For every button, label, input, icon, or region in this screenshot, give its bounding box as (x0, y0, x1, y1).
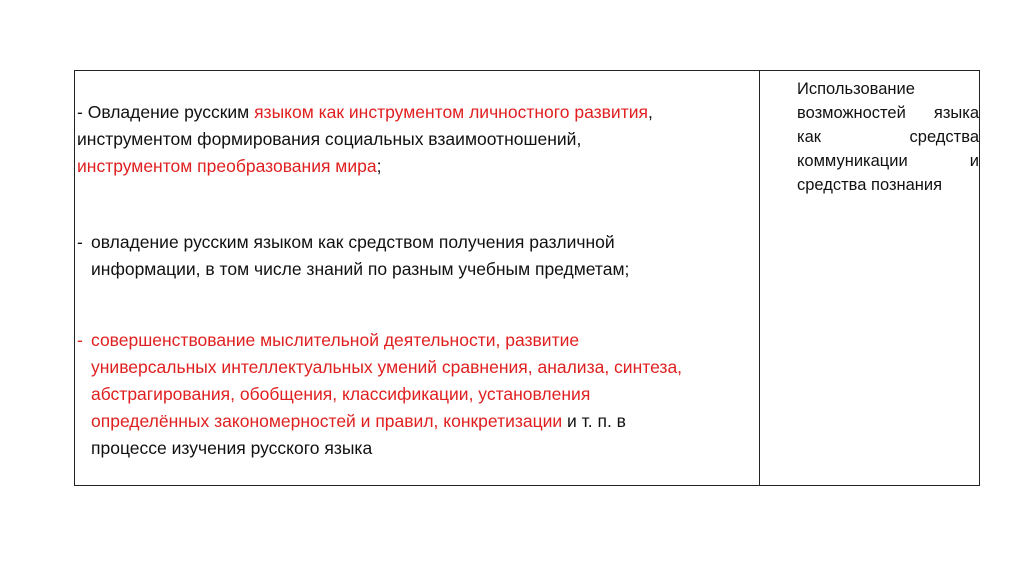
right-column-text: Использование возможностей языка как средства коммуникации и средства познания (797, 80, 979, 194)
item1-line2: инструментом формирования социальных взаимоотношений, (77, 129, 582, 149)
item3-line4-tail: и т. п. в (562, 411, 626, 431)
column-divider (759, 71, 760, 485)
item2-line2: информации, в том числе знаний по разным учебным предметам; (91, 259, 630, 279)
item1-text-a: Овладение русским (87, 102, 255, 122)
item3-line3: абстрагирования, обобщения, классификации, установления (91, 384, 591, 404)
item3-dash: - (77, 330, 83, 350)
item2-line1: овладение русским языком как средством получения различной (91, 232, 615, 252)
item1-text-semicolon: ; (376, 156, 382, 176)
item1-text-highlight-a: языком как инструментом личностного развития (254, 102, 648, 122)
content-table (74, 70, 980, 486)
item3-line5: процессе изучения русского языка (91, 438, 373, 458)
item3-line2: универсальных интеллектуальных умений сравнения, анализа, синтеза, (91, 357, 683, 377)
item3-line1: совершенствование мыслительной деятельности, развитие (91, 330, 580, 350)
right-column (797, 77, 979, 197)
left-column (75, 71, 757, 485)
item1-dash: - (77, 102, 83, 122)
item-language-personal-development (77, 99, 753, 180)
item-language-information (77, 229, 753, 283)
item3-line4: определённых закономерностей и правил, конкретизации (91, 411, 563, 431)
item1-text-highlight-b: инструментом преобразования мира (77, 156, 377, 176)
item-thinking-skills (77, 327, 753, 462)
item2-dash: - (77, 232, 83, 252)
item1-text-comma: , (647, 102, 653, 122)
